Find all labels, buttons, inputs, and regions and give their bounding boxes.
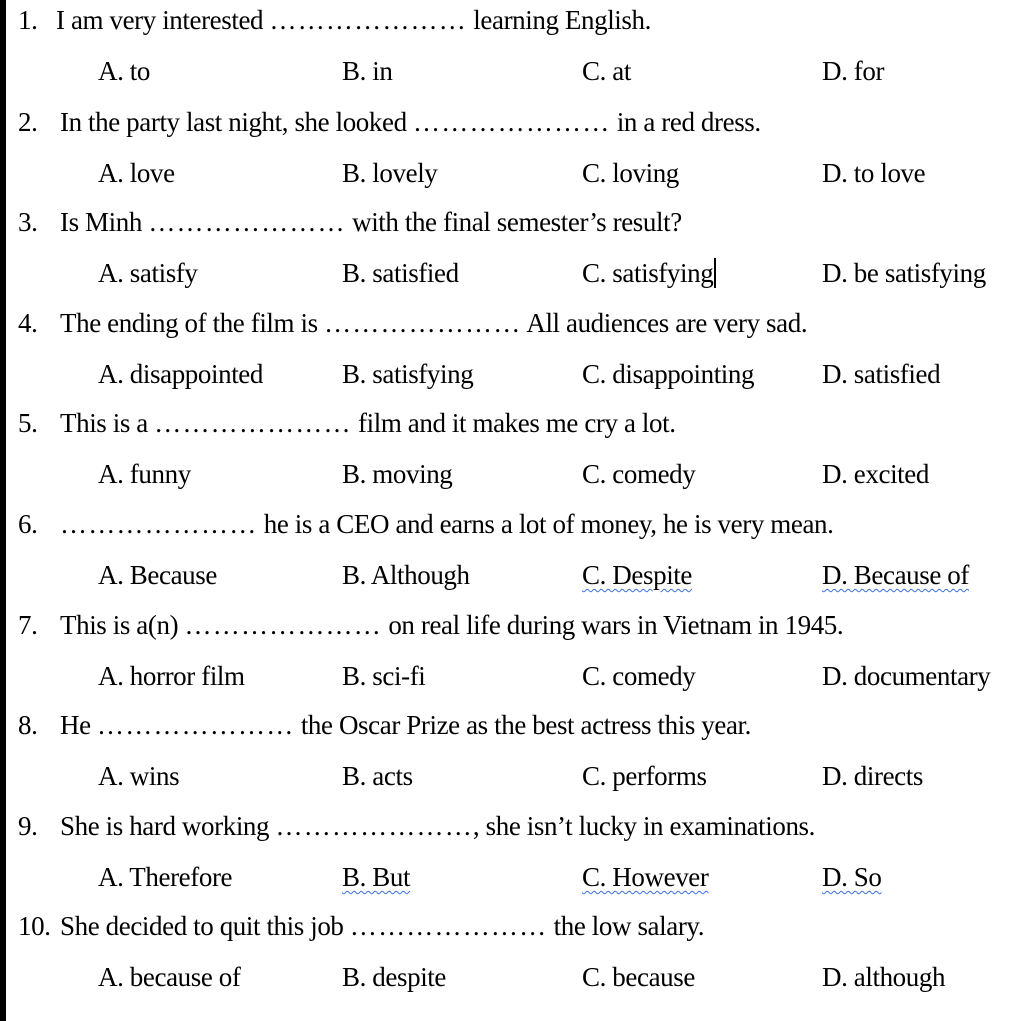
stem-text-before: He: [60, 710, 91, 740]
option-c: [582, 253, 716, 293]
option-a: A. Because: [98, 560, 217, 590]
text-cursor: [714, 258, 716, 288]
option-a: A. satisfy: [98, 258, 198, 288]
option-a: A. because of: [98, 962, 241, 992]
stem-text-after: the low salary.: [553, 911, 705, 941]
stem-text-after: in a red dress.: [616, 107, 761, 137]
stem-text-before: She decided to quit this job: [60, 911, 344, 941]
stem-text-before: I am very interested: [56, 5, 264, 35]
option-b: B. acts: [342, 761, 413, 791]
question-stem: [18, 605, 843, 645]
answer-blank: …………………: [97, 710, 295, 740]
option-c: C. at: [582, 56, 631, 86]
question-5: [18, 403, 1018, 503]
stem-text-after: All audiences are very sad.: [526, 308, 808, 338]
option-c: C. However: [582, 862, 709, 892]
option-d: D. satisfied: [822, 359, 941, 389]
option-d: D. Because of: [822, 560, 969, 590]
question-stem: [18, 202, 682, 242]
option-c: C. because: [582, 962, 695, 992]
question-stem: [18, 0, 651, 40]
option-c-text: C. satisfying: [582, 258, 714, 288]
answer-blank: …………………: [275, 811, 473, 841]
answer-blank: …………………: [413, 107, 611, 137]
option-b: B. sci-fi: [342, 661, 426, 691]
question-number: 10.: [18, 911, 51, 941]
stem-text-after: the Oscar Prize as the best actress this year.: [300, 710, 751, 740]
question-number: 2.: [18, 107, 38, 137]
answer-blank: …………………: [154, 408, 352, 438]
worksheet-page: [6, 0, 1024, 1021]
option-d: D. directs: [822, 761, 923, 791]
option-b: B. despite: [342, 962, 446, 992]
option-a: A. to: [98, 56, 151, 86]
question-10: [18, 906, 1018, 1006]
question-number: 8.: [18, 710, 38, 740]
question-9: [18, 806, 1018, 906]
stem-text-before: She is hard working: [60, 811, 270, 841]
question-stem: [18, 504, 834, 544]
answer-blank: …………………: [349, 911, 548, 941]
question-number: 1.: [18, 5, 38, 35]
stem-text-before: This is a(n): [60, 610, 179, 640]
question-stem: [18, 806, 815, 846]
question-number: 6.: [18, 509, 38, 539]
question-2: [18, 102, 1018, 202]
question-7: [18, 605, 1018, 705]
stem-text-after: with the final semester’s result?: [352, 207, 682, 237]
answer-blank: …………………: [148, 207, 346, 237]
option-b: B. But: [342, 862, 411, 892]
stem-text-before: The ending of the film is: [60, 308, 318, 338]
question-stem: [18, 403, 676, 443]
option-b: B. satisfied: [342, 258, 459, 288]
question-stem: [18, 906, 704, 946]
question-number: 9.: [18, 811, 38, 841]
option-d: D. for: [822, 56, 885, 86]
question-number: 3.: [18, 207, 38, 237]
answer-blank: …………………: [60, 509, 258, 539]
option-b: B. lovely: [342, 158, 438, 188]
question-stem: [18, 303, 807, 343]
stem-text-after: on real life during wars in Vietnam in 1945.: [388, 610, 844, 640]
option-d: D. be satisfying: [822, 258, 986, 288]
option-c: C. Despite: [582, 560, 692, 590]
option-b: B. Although: [342, 560, 470, 590]
question-4: [18, 303, 1018, 403]
question-1: [18, 0, 1018, 100]
question-number: 7.: [18, 610, 38, 640]
question-number: 4.: [18, 308, 38, 338]
option-d: D. So: [822, 862, 882, 892]
answer-blank: …………………: [324, 308, 522, 338]
option-d: D. to love: [822, 158, 926, 188]
option-b: B. moving: [342, 459, 453, 489]
answer-blank: …………………: [269, 5, 467, 35]
question-number: 5.: [18, 408, 38, 438]
question-3: [18, 202, 1018, 302]
option-c: C. comedy: [582, 661, 696, 691]
option-a: A. Therefore: [98, 862, 233, 892]
stem-text-after: film and it makes me cry a lot.: [358, 408, 676, 438]
option-d: D. documentary: [822, 661, 991, 691]
option-a: A. love: [98, 158, 175, 188]
stem-text-before: This is a: [60, 408, 148, 438]
stem-text-after: learning English.: [473, 5, 651, 35]
option-d: D. although: [822, 962, 946, 992]
question-8: [18, 705, 1018, 805]
stem-text-after: , she isn’t lucky in examinations.: [472, 811, 816, 841]
question-6: [18, 504, 1018, 604]
option-a: A. horror film: [98, 661, 245, 691]
option-b: B. in: [342, 56, 393, 86]
option-b: B. satisfying: [342, 359, 474, 389]
option-d: D. excited: [822, 459, 929, 489]
question-stem: [18, 102, 761, 142]
option-c: C. performs: [582, 761, 707, 791]
option-c: C. comedy: [582, 459, 696, 489]
option-a: A. wins: [98, 761, 180, 791]
answer-blank: …………………: [184, 610, 382, 640]
stem-text-before: Is Minh: [60, 207, 142, 237]
question-stem: [18, 705, 751, 745]
option-c: C. loving: [582, 158, 679, 188]
stem-text-after: he is a CEO and earns a lot of money, he is very mean.: [263, 509, 834, 539]
option-a: A. disappointed: [98, 359, 263, 389]
option-a: A. funny: [98, 459, 191, 489]
stem-text-before: In the party last night, she looked: [60, 107, 407, 137]
option-c: C. disappointing: [582, 359, 755, 389]
